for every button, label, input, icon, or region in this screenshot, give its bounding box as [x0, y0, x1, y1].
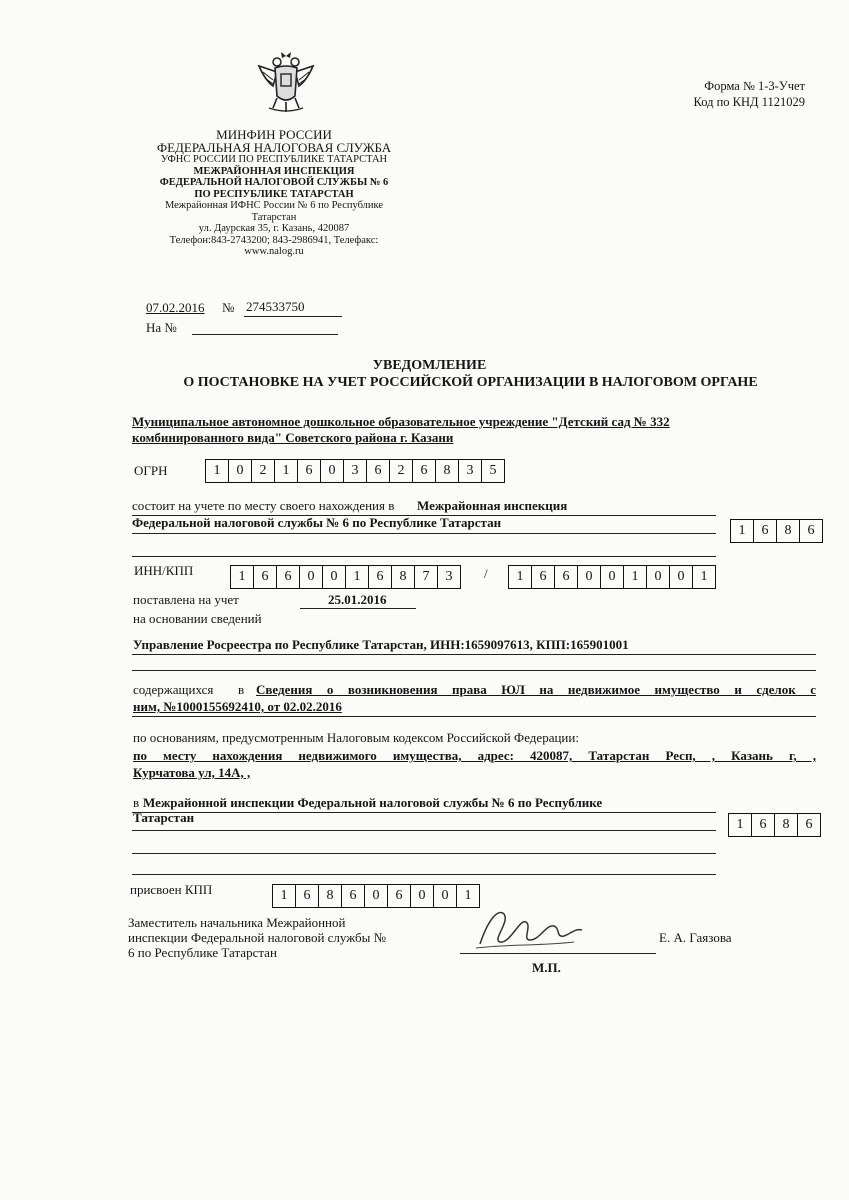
digit-cell: 1 [731, 520, 754, 542]
digit-cell: 5 [489, 463, 497, 478]
digit-cell: 0 [670, 566, 693, 588]
contained-text-line-2: ним, №1000155692410, от 02.02.2016 [133, 699, 342, 714]
phone: Телефон:843-2743200; 843-2986941, Телефакс: [169, 234, 379, 246]
digit-cell: 0 [365, 885, 388, 907]
digit-cell: 1 [206, 460, 229, 482]
document-date: 07.02.2016 [146, 300, 205, 315]
digit-cell: 6 [807, 523, 815, 538]
digit-cell: 6 [555, 566, 578, 588]
digit-cell: 0 [578, 566, 601, 588]
digit-cell: 6 [342, 885, 365, 907]
digit-cell: 2 [252, 460, 275, 482]
inspection-name-line-1: Межрайонная инспекция [417, 498, 568, 513]
contained-label: содержащихся [133, 682, 214, 697]
inspection-line-1: МЕЖРАЙОННАЯ ИНСПЕКЦИЯ [193, 165, 355, 177]
digit-cell: 7 [415, 566, 438, 588]
inn-cells [230, 565, 461, 589]
title-line-2: О ПОСТАНОВКЕ НА УЧЕТ РОССИЙСКОЙ ОРГАНИЗАЦИИ В НАЛОГОВОМ ОРГАНЕ [183, 375, 758, 390]
blank-rule-1 [132, 556, 716, 557]
stamp-label: М.П. [532, 960, 561, 975]
registered-date-rule [300, 608, 416, 609]
blank-rule-4 [132, 874, 716, 875]
digit-cell: 6 [298, 460, 321, 482]
short-name-line-2: Татарстан [251, 211, 297, 223]
kpp-cells [508, 565, 716, 589]
inspection-code-cells [730, 519, 823, 543]
website: www.nalog.ru [244, 246, 304, 257]
inspection-name-line-2: Федеральной налоговой службы № 6 по Республике Татарстан [132, 515, 502, 530]
digit-cell: 1 [346, 566, 369, 588]
digit-cell: 0 [411, 885, 434, 907]
digit-cell: 0 [229, 460, 252, 482]
assigned-kpp-label: присвоен КПП [130, 882, 213, 897]
digit-cell: 0 [434, 885, 457, 907]
signatory-name: Е. А. Гаязова [659, 930, 732, 945]
grounds-text-line-1: по месту нахождения недвижимого имущества, адрес: 420087, Татарстан Респ, , Казань г, , [133, 748, 816, 763]
contained-rule [132, 716, 816, 717]
digit-cell: 1 [464, 888, 472, 903]
grounds-label: по основаниям, предусмотренным Налоговым кодексом Российской Федерации: [133, 730, 579, 745]
form-number: Форма № 1-3-Учет [704, 79, 805, 93]
digit-cell: 0 [601, 566, 624, 588]
position-line-3: 6 по Республике Татарстан [128, 945, 277, 960]
reference-number-label: На № [146, 320, 177, 335]
digit-cell: 1 [509, 566, 532, 588]
in-inspection-prefix: в [133, 795, 140, 810]
digit-cell: 1 [624, 566, 647, 588]
document-number-label: № [222, 300, 235, 315]
digit-cell: 0 [300, 566, 323, 588]
located-text: состоит на учете по месту своего нахождения в [132, 498, 395, 513]
digit-cell: 3 [445, 569, 453, 584]
handwritten-signature [470, 900, 590, 956]
address: ул. Даурская 35, г. Казань, 420087 [198, 223, 350, 234]
contained-preposition: в [238, 682, 245, 697]
in-inspection-line-2: Татарстан [133, 810, 195, 825]
digit-cell: 1 [273, 885, 296, 907]
form-identifier [694, 78, 805, 110]
position-line-2: инспекции Федеральной налоговой службы № [128, 930, 387, 945]
source-rule [132, 654, 816, 655]
in-inspection-code-cells [728, 813, 821, 837]
basis-label: на основании сведений [133, 611, 262, 626]
digit-cell: 8 [392, 566, 415, 588]
ministry-name: МИНФИН РОССИИ [216, 127, 332, 142]
in-inspection-line-1: Межрайонной инспекции Федеральной налоговой службы № 6 по Республике [143, 795, 603, 810]
ogrn-label: ОГРН [134, 463, 168, 478]
blank-rule-3 [132, 853, 716, 854]
digit-cell: 6 [388, 885, 411, 907]
organization-name-line-1: Муниципальное автономное дошкольное образовательное учреждение "Детский сад № 332 [132, 414, 670, 429]
organization-name-line-2: комбинированного вида" Советского района г. Казани [132, 430, 454, 445]
digit-cell: 1 [275, 460, 298, 482]
signatory-position [128, 915, 386, 960]
ogrn-cells [205, 459, 505, 483]
digit-cell: 0 [647, 566, 670, 588]
reference-number-line [192, 334, 338, 335]
inspection-line-2-rule [132, 533, 716, 534]
digit-cell: 6 [369, 566, 392, 588]
document-number-underline [244, 316, 342, 317]
inn-kpp-separator: / [484, 566, 488, 581]
digit-cell: 6 [532, 566, 555, 588]
source-authority: Управление Росреестра по Республике Татарстан, ИНН:1659097613, КПП:165901001 [133, 637, 629, 652]
digit-cell: 1 [700, 569, 708, 584]
digit-cell: 1 [729, 814, 752, 836]
signature-rule [460, 953, 656, 954]
digit-cell: 6 [752, 814, 775, 836]
digit-cell: 8 [319, 885, 342, 907]
digit-cell: 6 [413, 460, 436, 482]
in-inspection-rule-1 [132, 812, 716, 813]
position-line-1: Заместитель начальника Межрайонной [128, 915, 346, 930]
digit-cell: 1 [231, 566, 254, 588]
grounds-text-line-2: Курчатова ул, 14А, , [133, 765, 251, 780]
document-title [0, 357, 849, 391]
short-name-line-1: Межрайонная ИФНС России № 6 по Республике [164, 200, 384, 211]
digit-cell: 3 [459, 460, 482, 482]
digit-cell: 0 [323, 566, 346, 588]
digit-cell: 8 [777, 520, 800, 542]
contained-text-line-1: Сведения о возникновения права ЮЛ на недвижимое имущество и сделок с [256, 682, 816, 697]
assigned-kpp-cells [272, 884, 480, 908]
blank-rule-2 [132, 670, 816, 671]
digit-cell: 6 [754, 520, 777, 542]
digit-cell: 0 [321, 460, 344, 482]
digit-cell: 6 [367, 460, 390, 482]
inspection-line-2: ФЕДЕРАЛЬНОЙ НАЛОГОВОЙ СЛУЖБЫ № 6 [159, 177, 389, 188]
issuer-header [140, 128, 408, 258]
regional-office: УФНС РОССИИ ПО РЕСПУБЛИКЕ ТАТАРСТАН [160, 154, 388, 165]
digit-cell: 3 [344, 460, 367, 482]
title-line-1: УВЕДОМЛЕНИЕ [372, 358, 487, 373]
digit-cell: 8 [436, 460, 459, 482]
document-number: 274533750 [246, 299, 305, 314]
knd-code: Код по КНД 1121029 [693, 95, 805, 109]
registered-label: поставлена на учет [133, 592, 239, 607]
digit-cell: 6 [296, 885, 319, 907]
service-name: ФЕДЕРАЛЬНАЯ НАЛОГОВАЯ СЛУЖБА [156, 140, 392, 155]
digit-cell: 6 [277, 566, 300, 588]
registered-date: 25.01.2016 [328, 592, 387, 607]
in-inspection-rule-2 [132, 830, 716, 831]
digit-cell: 2 [390, 460, 413, 482]
inn-kpp-label: ИНН/КПП [134, 563, 194, 578]
digit-cell: 8 [775, 814, 798, 836]
inspection-line-3: ПО РЕСПУБЛИКЕ ТАТАРСТАН [194, 188, 354, 200]
coat-of-arms-emblem [255, 50, 317, 114]
digit-cell: 6 [805, 817, 813, 832]
digit-cell: 6 [254, 566, 277, 588]
